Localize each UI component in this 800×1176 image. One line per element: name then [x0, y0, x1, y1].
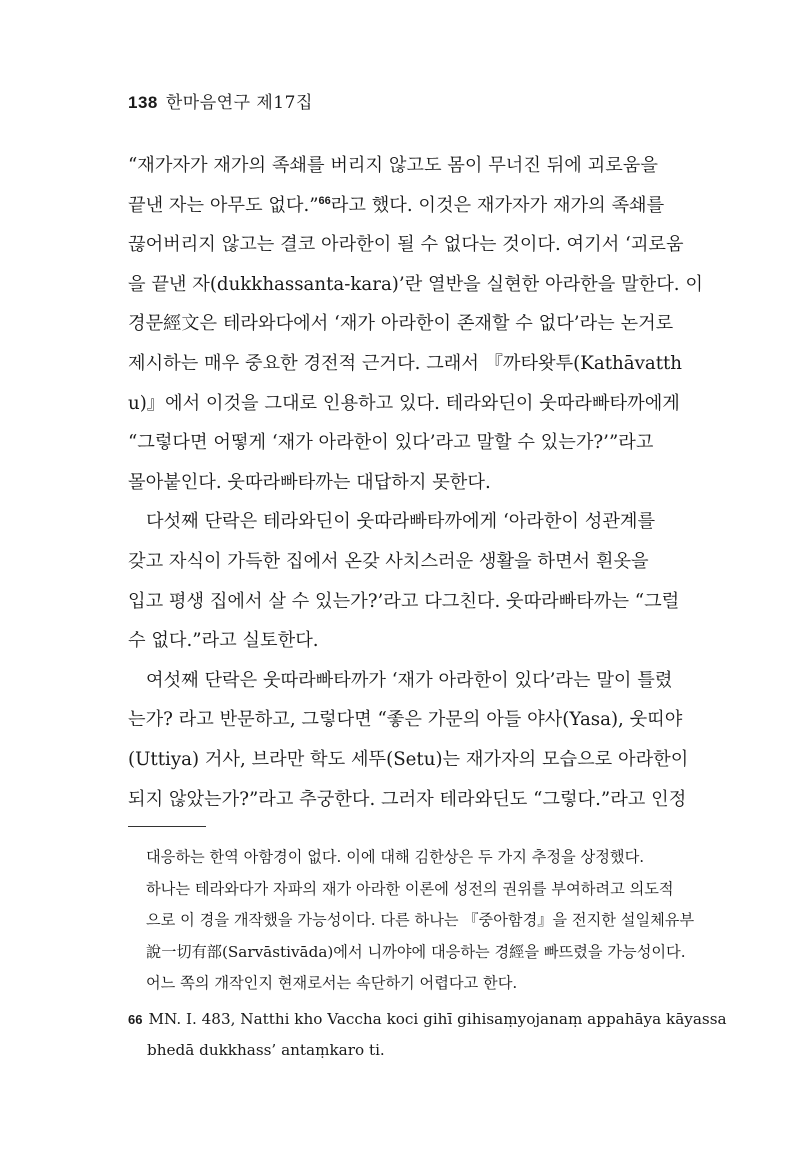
text-line: 다섯째 단락은 테라와딘이 웃따라빠타까에게 ‘아라한이 성관계를	[146, 511, 656, 533]
footnote-line: 說一切有部(Sarvāstivāda)에서 니까야에 대응하는 경經을 빠뜨렸을 가능성이다.	[146, 942, 686, 961]
footnote-rule	[128, 826, 206, 827]
text-fragment: 끝낸 자는 아무도 없다.”	[128, 194, 319, 216]
paragraph	[128, 502, 680, 660]
footnote-line: 대응하는 한역 아함경이 없다. 이에 대해 김한상은 두 가지 추정을 상정했다.	[146, 848, 645, 866]
text-fragment: 라고 했다. 이것은 재가자가 재가의 족쇄를	[330, 194, 665, 216]
footnote-line: bhedā dukkhass’ antaṃkaro ti.	[147, 1041, 385, 1059]
paragraph	[128, 661, 689, 819]
running-head	[128, 88, 313, 113]
text-line: 을 끝낸 자(dukkhassanta-kara)’란 열반을 실현한 아라한을 말한다. 이	[128, 273, 703, 295]
footnote-line: 어느 쪽의 개작인지 현재로서는 속단하기 어렵다고 한다.	[146, 974, 518, 992]
text-line: 갖고 자식이 가득한 집에서 온갖 사치스러운 생활을 하면서 흰옷을	[128, 550, 649, 572]
journal-title: 한마음연구 제17집	[165, 93, 313, 113]
text-line: 끊어버리지 않고는 결코 아라한이 될 수 없다는 것이다. 여기서 ‘괴로움	[128, 234, 684, 256]
page-number: 138	[128, 93, 158, 112]
footnote-ref-66[interactable]: 66	[318, 194, 331, 207]
footnote-line: 하나는 테라와다가 자파의 재가 아라한 이론에 성전의 권위를 부여하려고 의도적	[146, 879, 674, 898]
footnote-continuation	[128, 842, 695, 1000]
paragraph	[128, 146, 703, 502]
text-line: 제시하는 매우 중요한 경전적 근거다. 그래서 『까타왓투(Kathāvatth	[128, 352, 683, 374]
footnote-line: 으로 이 경을 개작했을 가능성이다. 다른 하나는 『중아함경』을 전지한 설일체유부	[146, 911, 695, 929]
text-line: 여섯째 단락은 웃따라빠타까가 ‘재가 아라한이 있다’라는 말이 틀렸	[146, 669, 673, 691]
footnote-line: MN. Ⅰ. 483, Natthi kho Vaccha koci gihī gihisaṃyojanaṃ appahāya kāyassa	[148, 1009, 727, 1028]
footnotes	[128, 842, 727, 1067]
footnote-number: 66	[128, 1011, 143, 1027]
text-line: (Uttiya) 거사, 브라만 학도 세뚜(Setu)는 재가자의 모습으로 아라한이	[128, 748, 689, 770]
text-line: 는가? 라고 반문하고, 그렇다면 “좋은 가문의 아들 야사(Yasa), 웃띠야	[128, 709, 683, 731]
text-line: 수 없다.”라고 실토한다.	[128, 630, 319, 652]
text-line: 되지 않았는가?”라고 추궁한다. 그러자 테라와딘도 “그렇다.”라고 인정	[128, 788, 687, 810]
footnote-66	[128, 1004, 727, 1067]
text-line	[128, 186, 676, 226]
body-text	[128, 146, 703, 819]
text-line: u)』에서 이것을 그대로 인용하고 있다. 테라와딘이 웃따라빠타까에게	[128, 392, 680, 414]
text-line: “그렇다면 어떻게 ‘재가 아라한이 있다’라고 말할 수 있는가?’”라고	[128, 432, 654, 454]
text-line: 몰아붙인다. 웃따라빠타까는 대답하지 못한다.	[128, 471, 491, 493]
text-line: 입고 평생 집에서 살 수 있는가?’라고 다그친다. 웃따라빠타까는 “그럴	[128, 590, 680, 612]
text-line: 경문經文은 테라와다에서 ‘재가 아라한이 존재할 수 없다’라는 논거로	[128, 313, 674, 335]
text-line: “재가자가 재가의 족쇄를 버리지 않고도 몸이 무너진 뒤에 괴로움을	[128, 155, 658, 176]
